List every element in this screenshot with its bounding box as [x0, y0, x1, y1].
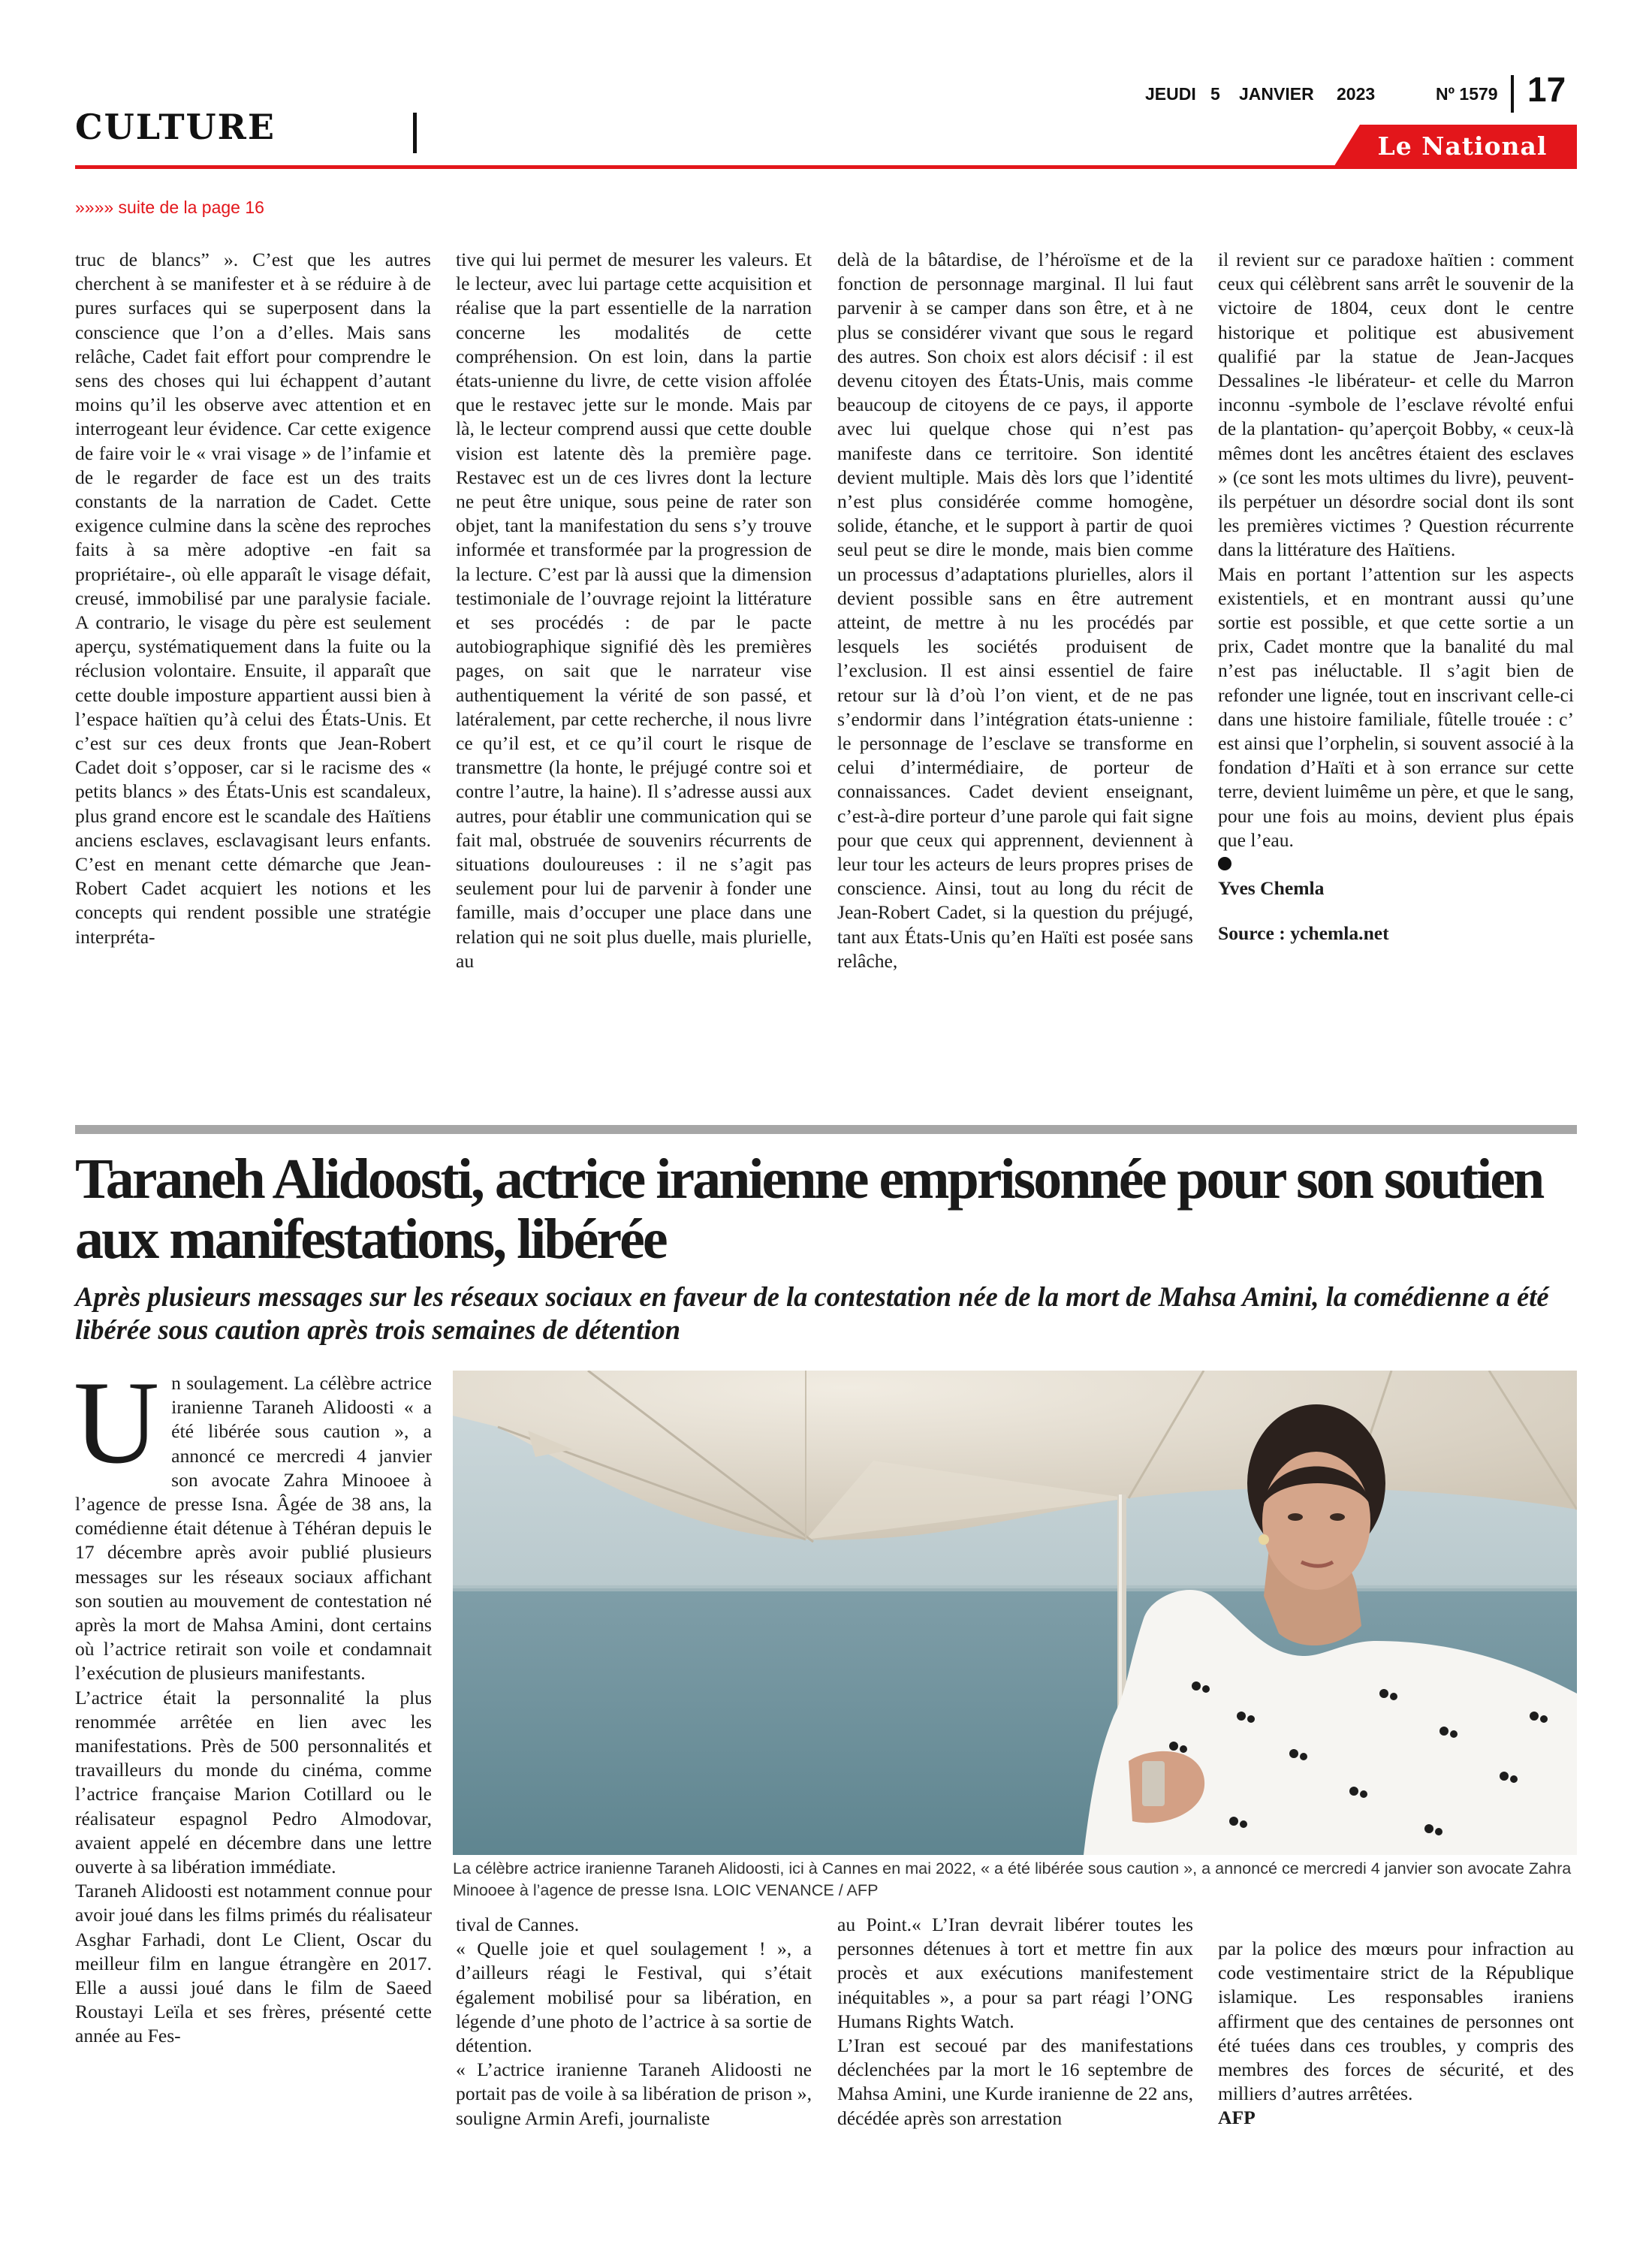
- article1-source: Source : ychemla.net: [1218, 922, 1389, 945]
- article1-col3-text: delà de la bâtardise, de l’héroïsme et de la fonction de personnage marginal. Il lui faut parvenir à se camper dans son être, et à ne plus se considérer vivant que sous le regard des autres. Son choix est alors décisif : il est devenu citoyen des États-Unis, mais comme beaucoup de citoyens de ce pays, il apporte avec lui quelque chose qui n’est pas manifeste dans ce territoire. Son identité devient multiple. Mais dès lors que l’identité n’est plus considérée comme homogène, solide, étanche, et le support à partir de quoi seul peut se dire le monde, mais bien comme un processus d’adaptations plurielles, alors il devient possible sans en être autrement atteint, de mettre à nu les procédés par lesquels les sociétés produisent de l’exclusion. Il est ainsi essentiel de faire retour sur là d’où l’on vient, et de ne pas s’endormir dans l’intégration états-unienne : le personnage de l’esclave se transforme en celui d’intermédiaire, de porteur de connaissances. Cadet devient enseignant, c’est-à-dire porteur d’une parole qui fait signe pour que ceux qui apprennent, deviennent à leur tour les acteurs de leurs propres prises de conscience. Ainsi, tout au long du récit de Jean-Robert Cadet, si la question du préjugé, tant aux États-Unis qu’en Haïti est posée sans relâche,: [837, 249, 1193, 972]
- article1-col2-text: tive qui lui permet de mesurer les valeurs. Et le lecteur, avec lui partage cette acquisition et réalise que la part essentielle de la narration concerne les modalités de cette compréhension. On est loin, dans la partie états-unienne du livre, de cette vision affolée que le restavec jette sur le monde. Mais par là, le lecteur comprend aussi que cette double vision est latente dès la première page. Restavec est un de ces livres dont la lecture ne peut être unique, sous peine de rater son objet, tant la manifestation du sens s’y trouve informée et transformée par la progression de la lecture. C’est par là aussi que la dimension testimoniale de l’ouvrage rejoint la littérature et ses procédés : de par le pacte autobiographique signifié dès les premières pages, on sait que le narrateur vise authentiquement la vérité de son passé, et latéralement, par cette recherche, il nous livre ce qu’il est, et ce qu’il court le risque de transmettre (la honte, le préjugé contre soi et contre l’autre, la haine). Il s’adresse aussi aux autres, pour établir une communication qui se fait mal, obstruée de souvenirs récurrents de situations douloureuses : il ne s’agit pas seulement pour lui de parvenir à fonder une famille, mais d’occuper une place dans une relation qui ne soit plus duelle, mais plurielle, au: [456, 249, 812, 972]
- end-mark-icon: [1218, 857, 1231, 870]
- article2-column-4: [1218, 1937, 1574, 2131]
- article2-col1-para-2: L’actrice était la personnalité la plus renommée arrêtée en lien avec les manifestations. Près de 500 personnalités et travailleurs du monde du cinéma, comme l’actrice française Marion Cotillard ou le réalisateur espagnol Pedro Almodovar, avaient appelé en décembre dans une lettre ouverte à sa libération immédiate.: [75, 1686, 432, 1878]
- date-day-number: 5: [1210, 84, 1220, 104]
- article2-col1-para-3: Taraneh Alidoosti est notamment connue pour avoir joué dans les films primés du réalisateur Asghar Farhadi, dont Le Client, Oscar du meilleur film en langue étrangère en 2017. Elle a aussi joué dans le film de Saeed Roustayi Leïla et ses frères, présenté cette année au Fes-: [75, 1880, 432, 2047]
- continued-from-link[interactable]: »»»» suite de la page 16: [75, 198, 264, 217]
- article2-col2-para-3: « L’actrice iranienne Taraneh Alidoosti ne portait pas de voile à sa libération de prison », souligne Armin Arefi, journaliste: [456, 2058, 812, 2129]
- brand-name: Le National: [1377, 131, 1548, 161]
- article1-column-2: [456, 248, 812, 973]
- article2-standfirst: Après plusieurs messages sur les réseaux sociaux en faveur de la contestation née de la mort de Mahsa Amini, la comédienne a été libérée sous caution après trois semaines de détention: [75, 1281, 1549, 1345]
- article2-col3-para-1: au Point.« L’Iran devrait libérer toutes les personnes détenues à tort et mettre fin aux procès et aux exécutions manifestement inéquitables », a pour sa part réagi l’ONG Humans Rights Watch.: [837, 1914, 1193, 2032]
- article1-column-4: [1218, 248, 1574, 946]
- photo-caption: La célèbre actrice iranienne Taraneh Alidoosti, ici à Cannes en mai 2022, « a été libérée sous caution », a annoncé ce mercredi 4 janvier son avocate Zahra Minooee à l’agence de presse Isna. LOIC VENANCE / AFP: [453, 1859, 1572, 1899]
- section-separator: [75, 1125, 1577, 1134]
- article2-col3-para-2: L’Iran est secoué par des manifestations déclenchées par la mort le 16 septembre de Mahsa Amini, une Kurde iranienne de 22 ans, décédée après son arrestation: [837, 2034, 1193, 2129]
- article2-col1-text-1: n soulagement. La célèbre actrice iranienne Taraneh Alidoosti « a été libérée sous caution », a annoncé ce mercredi 4 janvier son avocate Zahra Minooee à l’agence de presse Isna. Âgée de 38 ans, la comédienne était détenue à Téhéran depuis le 17 décembre après avoir publié plusieurs messages sur les réseaux sociaux affichant son soutien au mouvement de contestation né après la mort de Mahsa Amini, dont certains où l’actrice retirait son voile et condamnait l’exécution de plusieurs manifestants.: [75, 1372, 432, 1684]
- section-title: CULTURE: [75, 107, 276, 147]
- article2-col1-para-1: [74, 1357, 432, 1686]
- article2-col2-para-2: « Quelle joie et quel soulagement ! », a d’ailleurs réagi le Festival, qui s’était également mobilisé pour sa libération, en légende d’une photo de l’actrice à sa sortie de détention.: [456, 1938, 812, 2057]
- page-number-divider: [1511, 75, 1514, 113]
- article1-col1-text: truc de blancs” ». C’est que les autres cherchent à se manifester et à se réduire à de pures surfaces qui se superposent dans la conscience que l’on a d’elles. Mais sans relâche, Cadet fait effort pour comprendre le sens des choses qui lui échappent d’autant moins qu’il les observe avec attention et en interrogeant leur évidence. Car cette exigence de faire voir le « vrai visage » de l’infamie et de le regarder de face est un des traits constants de la narration de Cadet. Cette exigence culmine dans la scène des reproches faits à sa mère adoptive -en fait sa propriétaire-, où elle apparaît le visage défait, creusé, immobilisé par une paralysie faciale. A contrario, le visage du père est seulement aperçu, systématiquement dans la fuite ou la réclusion volontaire. Ensuite, il apparaît que cette double imposture appartient aussi bien à l’espace haïtien qu’à celui des États-Unis. Et c’est sur ces deux fronts que Jean-Robert Cadet doit s’opposer, car si le racisme des « petits blancs » des États-Unis est scandaleux, plus grand encore est le scandale des Haïtiens anciens esclaves, esclavagisant leurs enfants. C’est en menant cette démarche que Jean-Robert Cadet acquiert les notions et les concepts qui rendent possible une stratégie interpréta-: [75, 249, 431, 948]
- article2-col2-para-1: tival de Cannes.: [456, 1914, 580, 1935]
- article2-column-2: [456, 1913, 812, 2131]
- article1-col4-text-a: il revient sur ce paradoxe haïtien : comment ceux qui célèbrent sans arrêt le souvenir de la victoire de 1804, ceux dont le centre historique et politique est abusivement qualifié par la statue de Jean-Jacques Dessalines -le libérateur- et celle du Marron inconnu -symbole de l’esclave révolté enfui de la plantation- qu’aperçoit Bobby, « ceux-là mêmes dont les ancêtres étaient des esclaves » (ce sont les mots ultimes du livre), peuvent-ils perpétuer un désordre social dont ils sont les premières victimes ? Question récurrente dans la littérature des Haïtiens.: [1218, 249, 1574, 561]
- date-day: JEUDI: [1145, 84, 1196, 104]
- date-year: 2023: [1337, 84, 1376, 104]
- section-divider: [413, 113, 417, 153]
- article2-headline: Taraneh Alidoosti, actrice iranienne emprisonnée pour son soutien aux manifestations, libérée: [75, 1148, 1543, 1271]
- article2-column-1: [74, 1357, 432, 2049]
- article1-column-3: [837, 248, 1193, 973]
- page-number: 17: [1527, 70, 1566, 109]
- actress-umbrella-photo: [453, 1371, 1577, 1855]
- article2-photo: [453, 1371, 1577, 1855]
- date-month: JANVIER: [1239, 84, 1314, 104]
- article2-col4-para-1: par la police des mœurs pour infraction au code vestimentaire strict de la République islamique. Les responsables iraniens affirment que des centaines de personnes ont été tuées dans ces troubles, y compris des membres des forces de sécurité, et des milliers d’autres arrêtées.: [1218, 1938, 1574, 2105]
- article1-author: Yves Chemla: [1218, 877, 1325, 900]
- article1-column-1: [75, 248, 431, 949]
- article2-column-3: [837, 1913, 1193, 2131]
- issue-number: Nº 1579: [1436, 84, 1498, 104]
- article2-byline: AFP: [1218, 2107, 1256, 2129]
- drop-cap: U: [74, 1357, 160, 1488]
- article1-col4-text-b: Mais en portant l’attention sur les aspects existentiels, et en montrant aussi qu’une sortie est possible, et que cette sortie a un prix, Cadet montre que la banalité du mal n’est pas inéluctable. Il s’agit bien de refonder une lignée, tout en inscrivant celle-ci dans une histoire familiale, fûtelle trouée : c’ est ainsi que l’orphelin, si souvent associé à la fondation d’Haïti et à son errance sur cette terre, devient luimême un père, et que le sang, pour une fois au moins, devient plus épais que l’eau.: [1218, 562, 1574, 851]
